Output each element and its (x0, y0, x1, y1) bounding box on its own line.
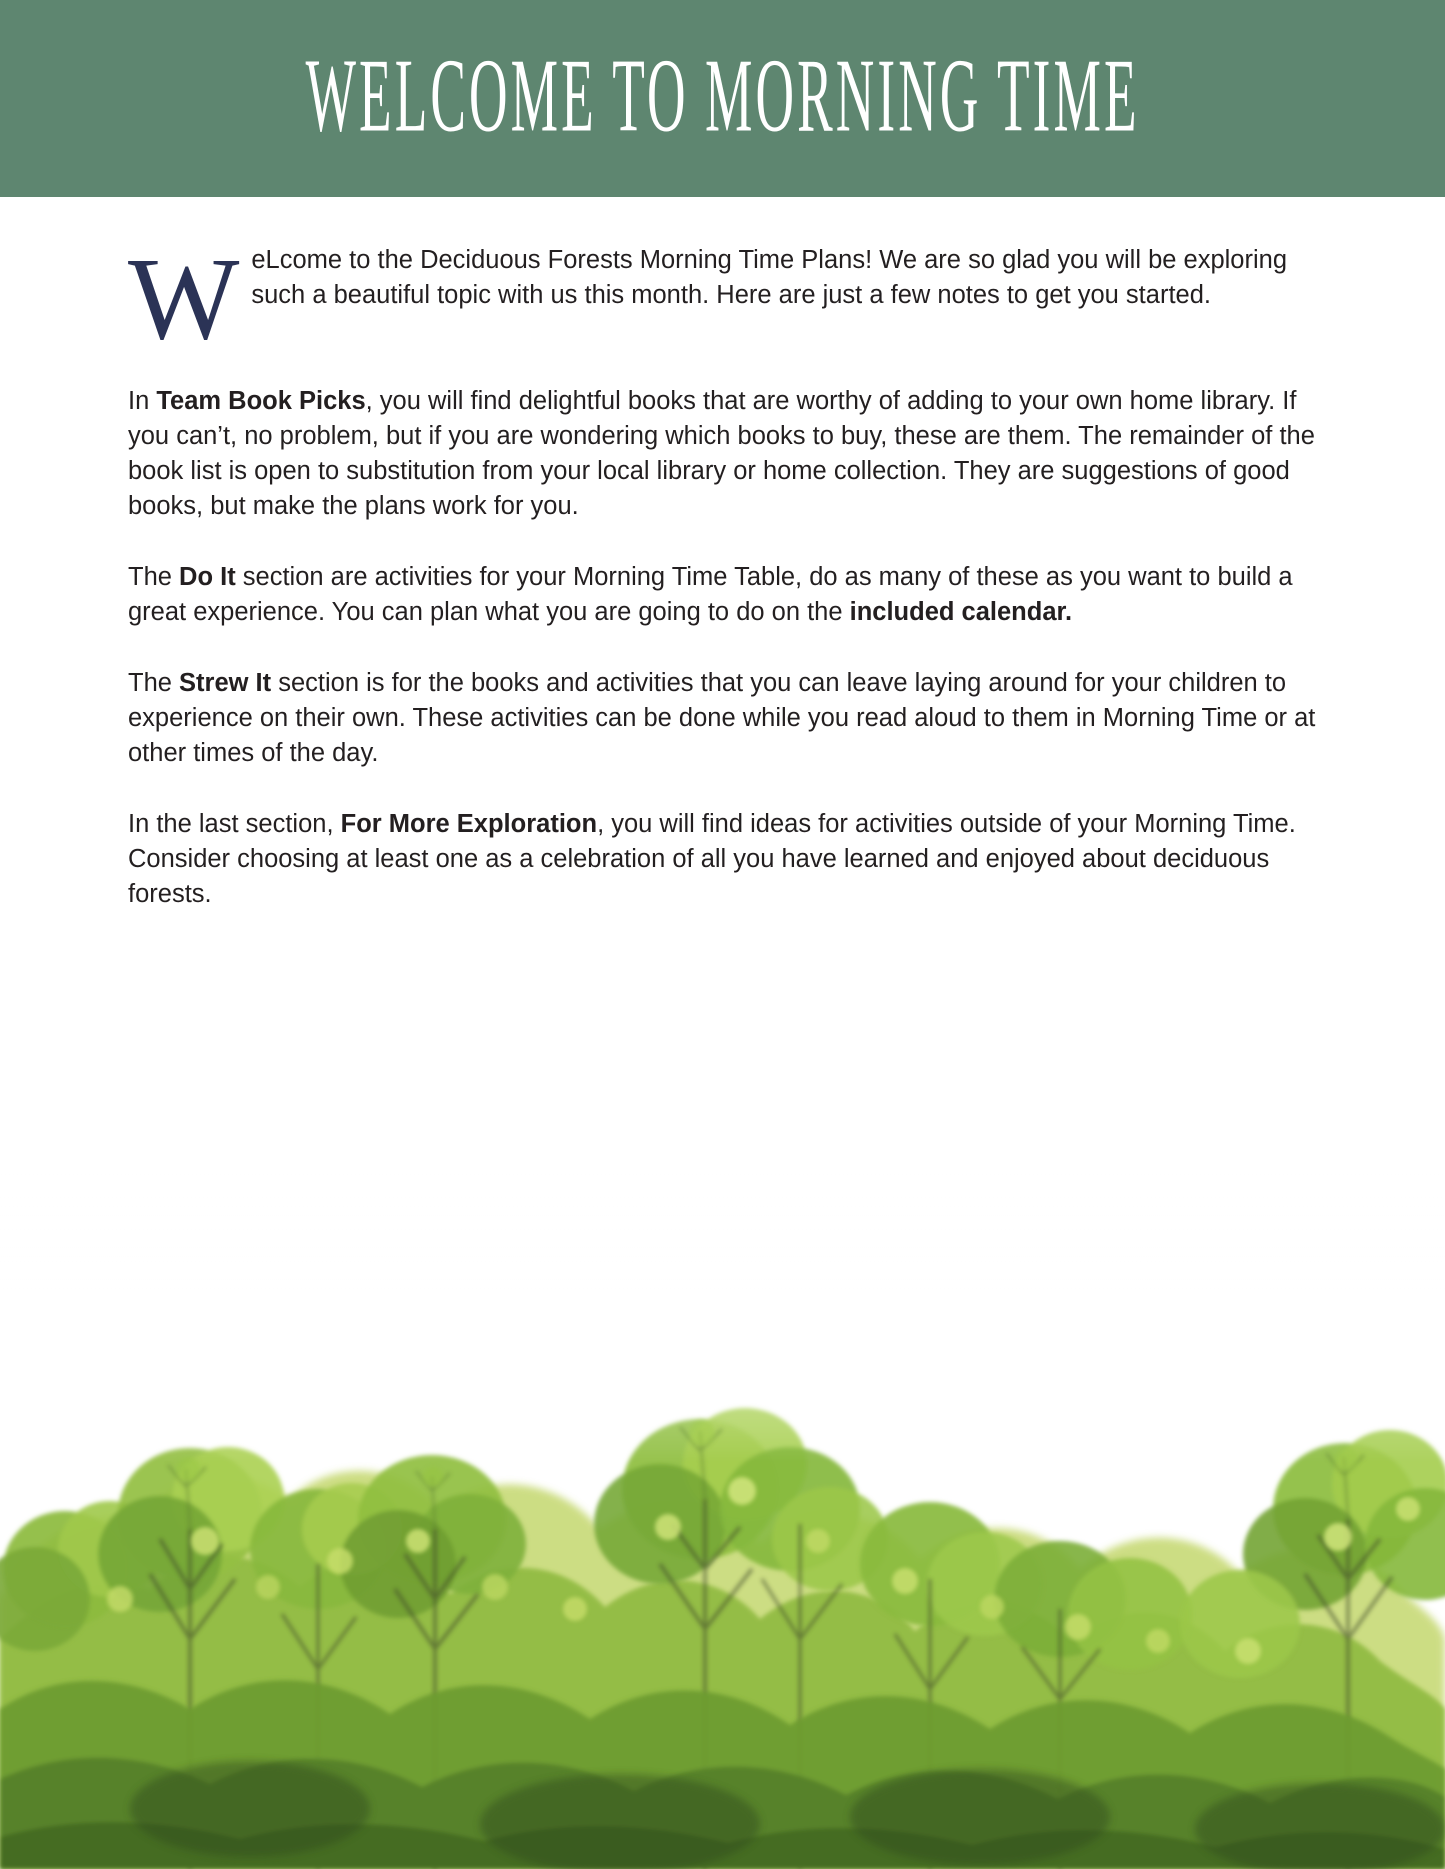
intro-paragraph (128, 233, 1320, 364)
body-text-run: , you will find delightful books that are worthy of adding to your own home library. If you can’t, no problem, but if you are wondering which books to buy, these are them. The remainder of the book list is open to substitution from your local library or home collection. They are suggestions of good books, but make the plans work for you. (128, 386, 1315, 520)
emphasised-term: included calendar. (849, 597, 1073, 626)
emphasised-term: Strew It (179, 668, 272, 697)
paragraph-strew-it (128, 666, 1320, 771)
body-text-run: , you will find ideas for activities outside of your Morning Time. Consider choosing at least one as a celebration of all you have learned and enjoyed about deciduous forests. (128, 809, 1296, 908)
body-text-run: In the last section, (128, 809, 341, 838)
body-text-run: In (128, 386, 157, 415)
emphasised-term: For More Exploration (340, 809, 598, 838)
body-text-run: section are activities for your Morning Time Table, do as many of these as you want to build a great experience. You can plan what you are going to do on the (128, 562, 1293, 626)
document-body (128, 233, 1320, 912)
body-text-run: The (128, 668, 180, 697)
emphasised-term: Team Book Picks (156, 386, 366, 415)
emphasised-term: Do It (179, 562, 236, 591)
forest-canopy-illustration (0, 1169, 1445, 1869)
page-header-band (0, 0, 1445, 197)
page-title: WELCOME TO MORNING TIME (305, 36, 1140, 154)
paragraph-do-it (128, 560, 1320, 630)
paragraph-team-book-picks (128, 384, 1320, 524)
drop-cap-letter: W (128, 233, 240, 364)
paragraph-for-more-exploration (128, 807, 1320, 912)
body-text-run: section is for the books and activities that you can leave laying around for your children to experience on their own. These activities can be done while you read aloud to them in Morning Time or at other times of the day. (128, 668, 1316, 767)
body-text-run: The (128, 562, 180, 591)
intro-paragraph-text: eLcome to the Deciduous Forests Morning Time Plans! We are so glad you will be exploring such a beautiful topic with us this month. Here are just a few notes to get you started. (251, 246, 1288, 309)
